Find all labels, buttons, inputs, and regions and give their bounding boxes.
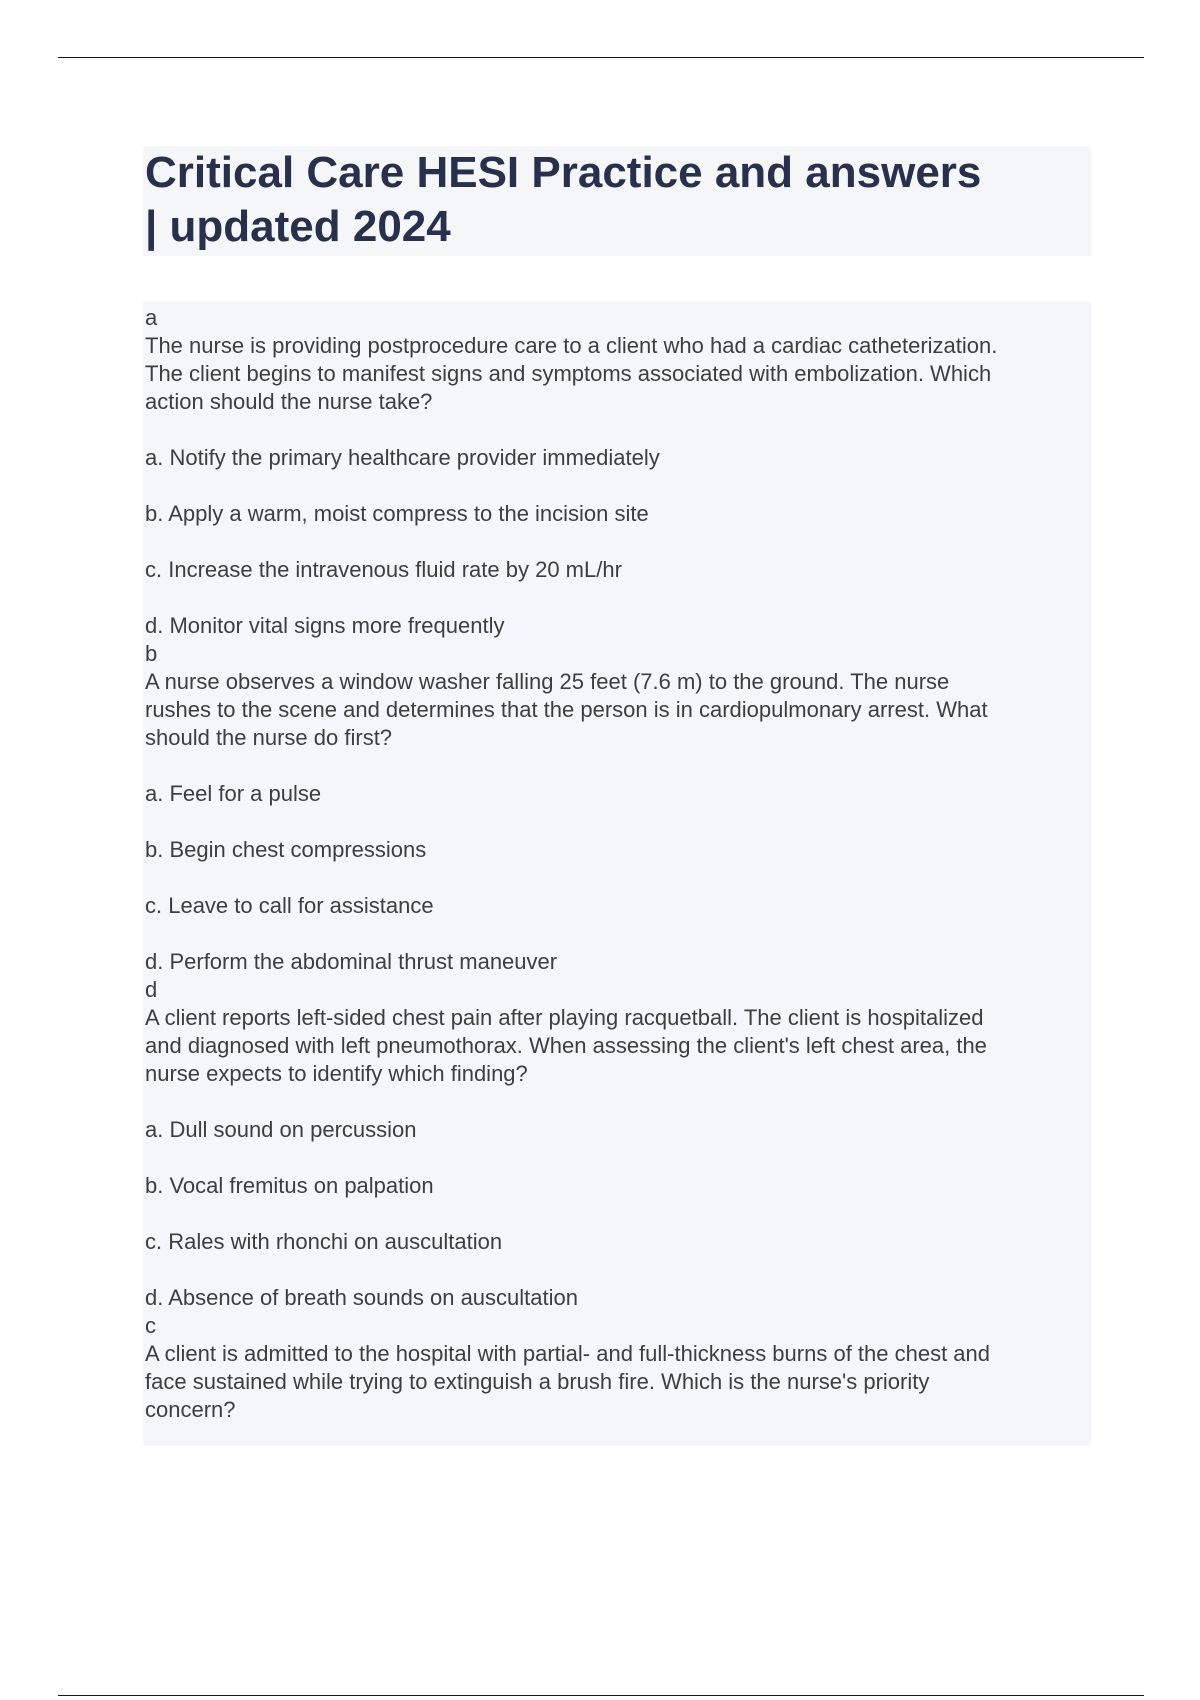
question-text-line: A client is admitted to the hospital with partial- and full-thickness burns of the chest and — [145, 1341, 991, 1366]
question-text-line: concern? — [145, 1397, 236, 1422]
answer-key: c — [145, 1313, 156, 1338]
answer-option: b. Begin chest compressions — [145, 837, 427, 862]
question-text-line: face sustained while trying to extinguish a brush fire. Which is the nurse's priority — [145, 1369, 930, 1394]
question-text-line: The client begins to manifest signs and symptoms associated with embolization. Which — [145, 361, 992, 386]
question-item — [145, 304, 1091, 640]
answer-key: b — [145, 641, 158, 666]
question-item — [145, 976, 1091, 1312]
page-title — [143, 146, 1091, 254]
answer-option: a. Feel for a pulse — [145, 781, 322, 806]
question-text-line: should the nurse do first? — [145, 725, 393, 750]
answer-option: a. Dull sound on percussion — [145, 1117, 417, 1142]
answer-option: c. Leave to call for assistance — [145, 893, 434, 918]
page-title-line-2: | updated 2024 — [145, 202, 451, 251]
answer-key: a — [145, 305, 158, 330]
answer-option: b. Apply a warm, moist compress to the incision site — [145, 501, 649, 526]
question-item — [145, 1312, 1091, 1424]
question-item — [145, 640, 1091, 976]
question-text-line: A nurse observes a window washer falling 25 feet (7.6 m) to the ground. The nurse — [145, 669, 950, 694]
answer-option: d. Absence of breath sounds on auscultation — [145, 1285, 578, 1310]
answer-option: d. Monitor vital signs more frequently — [145, 613, 505, 638]
question-text-line: A client reports left-sided chest pain after playing racquetball. The client is hospitalized — [145, 1005, 984, 1030]
answer-key: d — [145, 977, 158, 1002]
question-text-line: action should the nurse take? — [145, 389, 433, 414]
question-text-line: nurse expects to identify which finding? — [145, 1061, 528, 1086]
answer-option: a. Notify the primary healthcare provider immediately — [145, 445, 660, 470]
answer-option: d. Perform the abdominal thrust maneuver — [145, 949, 558, 974]
answer-option: c. Rales with rhonchi on auscultation — [145, 1229, 503, 1254]
question-text-line: and diagnosed with left pneumothorax. When assessing the client's left chest area, the — [145, 1033, 987, 1058]
page-title-line-1: Critical Care HESI Practice and answers — [145, 148, 982, 197]
question-text-line: rushes to the scene and determines that the person is in cardiopulmonary arrest. What — [145, 697, 988, 722]
title-block — [143, 146, 1091, 256]
question-text-line: The nurse is providing postprocedure care to a client who had a cardiac catheterization. — [145, 333, 998, 358]
question-list — [143, 302, 1091, 1446]
top-rule — [58, 57, 1144, 58]
answer-option: c. Increase the intravenous fluid rate by 20 mL/hr — [145, 557, 622, 582]
answer-option: b. Vocal fremitus on palpation — [145, 1173, 434, 1198]
bottom-rule — [58, 1695, 1144, 1696]
